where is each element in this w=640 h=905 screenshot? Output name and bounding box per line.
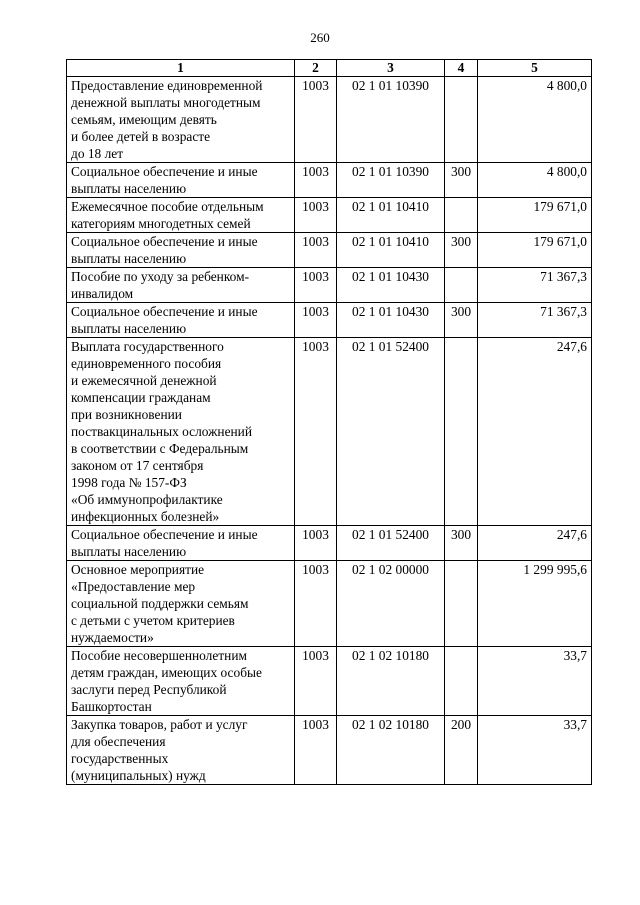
row-section: 1003 xyxy=(295,77,337,163)
row-amount: 179 671,0 xyxy=(478,233,592,268)
row-amount: 33,7 xyxy=(478,647,592,716)
row-expense-kind xyxy=(445,338,478,526)
table-row xyxy=(67,198,592,233)
row-description: Закупка товаров, работ и услуг для обеспечения государственных (муниципальных) нужд xyxy=(67,716,295,785)
header-col-2: 2 xyxy=(295,60,337,77)
row-description: Пособие по уходу за ребенком- инвалидом xyxy=(67,268,295,303)
row-expense-kind xyxy=(445,561,478,647)
row-amount: 4 800,0 xyxy=(478,163,592,198)
row-description: Социальное обеспечение и иные выплаты населению xyxy=(67,233,295,268)
row-amount: 247,6 xyxy=(478,526,592,561)
table-row xyxy=(67,233,592,268)
table-row xyxy=(67,561,592,647)
row-amount: 71 367,3 xyxy=(478,268,592,303)
row-section: 1003 xyxy=(295,198,337,233)
row-expense-kind xyxy=(445,647,478,716)
row-section: 1003 xyxy=(295,716,337,785)
row-expense-kind xyxy=(445,268,478,303)
row-target-code: 02 1 01 10410 xyxy=(337,198,445,233)
table-row xyxy=(67,338,592,526)
table-body xyxy=(67,77,592,785)
table-row xyxy=(67,268,592,303)
row-expense-kind: 300 xyxy=(445,303,478,338)
header-col-4: 4 xyxy=(445,60,478,77)
row-expense-kind xyxy=(445,198,478,233)
row-target-code: 02 1 01 52400 xyxy=(337,526,445,561)
row-target-code: 02 1 02 00000 xyxy=(337,561,445,647)
row-amount: 247,6 xyxy=(478,338,592,526)
row-amount: 179 671,0 xyxy=(478,198,592,233)
row-expense-kind: 200 xyxy=(445,716,478,785)
row-description: Основное мероприятие «Предоставление мер социальной поддержки семьям с детьми с учетом критериев нуждаемости» xyxy=(67,561,295,647)
row-description: Социальное обеспечение и иные выплаты населению xyxy=(67,163,295,198)
row-amount: 33,7 xyxy=(478,716,592,785)
row-expense-kind: 300 xyxy=(445,163,478,198)
row-section: 1003 xyxy=(295,338,337,526)
table-header xyxy=(67,60,592,77)
row-section: 1003 xyxy=(295,561,337,647)
row-section: 1003 xyxy=(295,303,337,338)
row-description: Социальное обеспечение и иные выплаты населению xyxy=(67,303,295,338)
row-target-code: 02 1 01 10390 xyxy=(337,163,445,198)
row-section: 1003 xyxy=(295,647,337,716)
header-col-1: 1 xyxy=(67,60,295,77)
row-section: 1003 xyxy=(295,233,337,268)
table-row xyxy=(67,716,592,785)
row-target-code: 02 1 02 10180 xyxy=(337,647,445,716)
row-description: Предоставление единовременной денежной выплаты многодетным семьям, имеющим девять и более детей в возрасте до 18 лет xyxy=(67,77,295,163)
row-description: Выплата государственного единовременного пособия и ежемесячной денежной компенсации гражданам при возникновении поствакцинальных осложнений в соответствии с Федеральным законом от 17 сентября 1998 года № 157-ФЗ «Об иммунопрофилактике инфекционных болезней» xyxy=(67,338,295,526)
row-section: 1003 xyxy=(295,526,337,561)
row-amount: 1 299 995,6 xyxy=(478,561,592,647)
page-number: 260 xyxy=(310,30,330,45)
header-col-3: 3 xyxy=(337,60,445,77)
row-target-code: 02 1 01 10410 xyxy=(337,233,445,268)
table-row xyxy=(67,77,592,163)
row-target-code: 02 1 01 10430 xyxy=(337,268,445,303)
row-target-code: 02 1 01 10430 xyxy=(337,303,445,338)
table-row xyxy=(67,163,592,198)
row-expense-kind: 300 xyxy=(445,526,478,561)
row-description: Пособие несовершеннолетним детям граждан, имеющих особые заслуги перед Республикой Башкортостан xyxy=(67,647,295,716)
table-row xyxy=(67,647,592,716)
row-target-code: 02 1 02 10180 xyxy=(337,716,445,785)
table-row xyxy=(67,526,592,561)
budget-table xyxy=(66,59,592,785)
row-amount: 71 367,3 xyxy=(478,303,592,338)
row-section: 1003 xyxy=(295,163,337,198)
row-expense-kind xyxy=(445,77,478,163)
row-section: 1003 xyxy=(295,268,337,303)
row-target-code: 02 1 01 10390 xyxy=(337,77,445,163)
row-amount: 4 800,0 xyxy=(478,77,592,163)
row-description: Социальное обеспечение и иные выплаты населению xyxy=(67,526,295,561)
header-row xyxy=(67,60,592,77)
row-target-code: 02 1 01 52400 xyxy=(337,338,445,526)
row-description: Ежемесячное пособие отдельным категориям многодетных семей xyxy=(67,198,295,233)
row-expense-kind: 300 xyxy=(445,233,478,268)
table-row xyxy=(67,303,592,338)
header-col-5: 5 xyxy=(478,60,592,77)
